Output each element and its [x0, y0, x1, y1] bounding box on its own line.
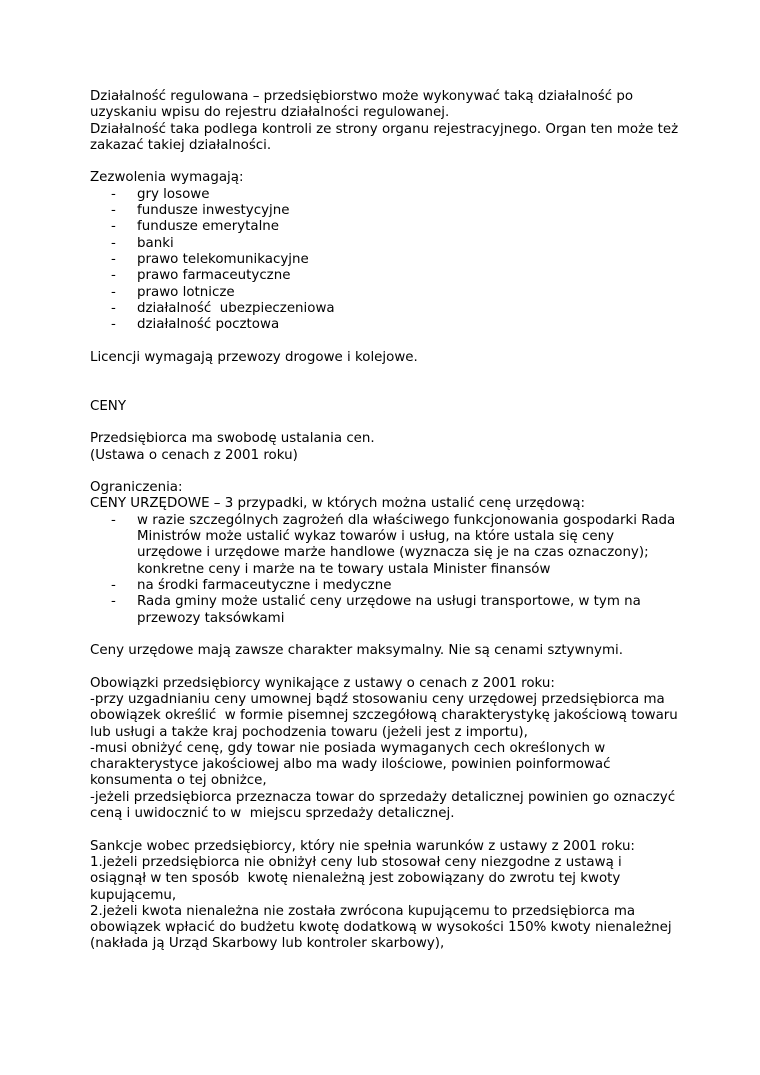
spacer	[90, 822, 680, 838]
spacer	[90, 154, 680, 170]
spacer	[90, 415, 680, 431]
dash-bullet: -	[111, 577, 116, 593]
list-item	[90, 236, 680, 252]
list-item	[90, 285, 680, 301]
dash-bullet: -	[111, 594, 116, 610]
official-cases-list	[90, 513, 680, 627]
spacer	[90, 464, 680, 480]
official-prices-intro: CENY URZĘDOWE – 3 przypadki, w których można ustalić cenę urzędową:	[90, 496, 586, 512]
spacer	[90, 627, 680, 643]
list-item-text: banki	[137, 235, 174, 251]
dash-bullet: -	[111, 251, 116, 267]
list-item-text: prawo telekomunikacyjne	[137, 251, 309, 267]
list-item-text: prawo lotnicze	[137, 284, 235, 300]
list-item-text: gry losowe	[137, 186, 210, 202]
list-item-text: Rada gminy może ustalić ceny urzędowe na usługi transportowe, w tym na przewozy taksówkami	[137, 594, 641, 626]
dash-bullet: -	[111, 219, 116, 235]
list-item	[90, 513, 680, 578]
sanctions-heading: Sankcje wobec przedsiębiorcy, który nie spełnia warunków z ustawy z 2001 roku:	[90, 838, 635, 854]
dash-bullet: -	[111, 284, 116, 300]
list-item	[90, 252, 680, 268]
dash-bullet: -	[111, 186, 116, 202]
permits-heading: Zezwolenia wymagają:	[90, 170, 244, 186]
list-item	[90, 578, 680, 594]
sanction-item: 2.jeżeli kwota nienależna nie została zwrócona kupującemu to przedsiębiorca ma obowiązek wpłacić do budżetu kwotę dodatkową w wysokości 150% kwoty nienależnej (nakłada ją Urząd Skarbowy lub kontroler skarbowy),	[90, 903, 672, 952]
obligation-item: -jeżeli przedsiębiorca przeznacza towar do sprzedaży detalicznej powinien go oznaczyć ceną i uwidocznić to w miejscu sprzedaży detalicznej.	[90, 789, 680, 822]
document-page	[90, 89, 683, 953]
dash-bullet: -	[111, 512, 116, 528]
permits-list	[90, 187, 680, 334]
list-item	[90, 203, 680, 219]
restrictions-heading: Ograniczenia:	[90, 480, 183, 496]
list-item	[90, 301, 680, 317]
dash-bullet: -	[111, 268, 116, 284]
dash-bullet: -	[111, 317, 116, 333]
prices-act: (Ustawa o cenach z 2001 roku)	[90, 447, 298, 463]
prices-freedom: Przedsiębiorca ma swobodę ustalania cen.	[90, 431, 375, 447]
list-item-text: działalność ubezpieczeniowa	[137, 300, 335, 316]
dash-bullet: -	[111, 235, 116, 251]
list-item-text: w razie szczególnych zagrożeń dla właściwego funkcjonowania gospodarki Rada Ministrów może ustalić wykaz towarów i usług, na które ustala się ceny urzędowe i urzędowe marże handlowe (wyznacza się je na czas oznaczony); konkretne ceny i marże na te towary ustala Minister finansów	[137, 512, 676, 577]
sanction-item: 1.jeżeli przedsiębiorca nie obniżył ceny lub stosował ceny niezgodne z ustawą i osiągnął w ten sposób kwotę nienależną jest zobowiązany do zwrotu tej kwoty kupującemu,	[90, 854, 627, 903]
obligation-item: -musi obniżyć cenę, gdy towar nie posiada wymaganych cech określonych w charakterystyce jakościowej albo ma wady ilościowe, powinien poinformować konsumenta o tej obniżce,	[90, 740, 611, 789]
list-item	[90, 268, 680, 284]
dash-bullet: -	[111, 203, 116, 219]
spacer	[90, 659, 680, 675]
dash-bullet: -	[111, 300, 116, 316]
obligation-item: -przy uzgadnianiu ceny umownej bądź stosowaniu ceny urzędowej przedsiębiorca ma obowiązek określić w formie pisemnej szczegółową charakterystykę jakościową towaru lub usługi a także kraj pochodzenia towaru (jeżeli jest z importu),	[90, 691, 683, 740]
intro-control: Działalność taka podlega kontroli ze strony organu rejestracyjnego. Organ ten może też zakazać takiej działalności.	[90, 121, 679, 153]
spacer	[90, 333, 680, 349]
list-item-text: fundusze emerytalne	[137, 219, 280, 235]
list-item-text: działalność pocztowa	[137, 317, 280, 333]
list-item-text: prawo farmaceutyczne	[137, 268, 291, 284]
obligations-heading: Obowiązki przedsiębiorcy wynikające z ustawy o cenach z 2001 roku:	[90, 675, 555, 691]
list-item-text: na środki farmaceutyczne i medyczne	[137, 577, 392, 593]
list-item	[90, 317, 680, 333]
prices-heading: CENY	[90, 398, 127, 414]
list-item	[90, 594, 680, 627]
list-item	[90, 187, 680, 203]
licenses-paragraph: Licencji wymagają przewozy drogowe i kolejowe.	[90, 349, 418, 365]
list-item	[90, 219, 680, 235]
intro-regulated-activity: Działalność regulowana – przedsiębiorstwo może wykonywać taką działalność po uzyskaniu wpisu do rejestru działalności regulowanej.	[90, 89, 634, 121]
list-item-text: fundusze inwestycyjne	[137, 203, 290, 219]
spacer	[90, 366, 680, 399]
max-character-paragraph: Ceny urzędowe mają zawsze charakter maksymalny. Nie są cenami sztywnymi.	[90, 643, 623, 659]
